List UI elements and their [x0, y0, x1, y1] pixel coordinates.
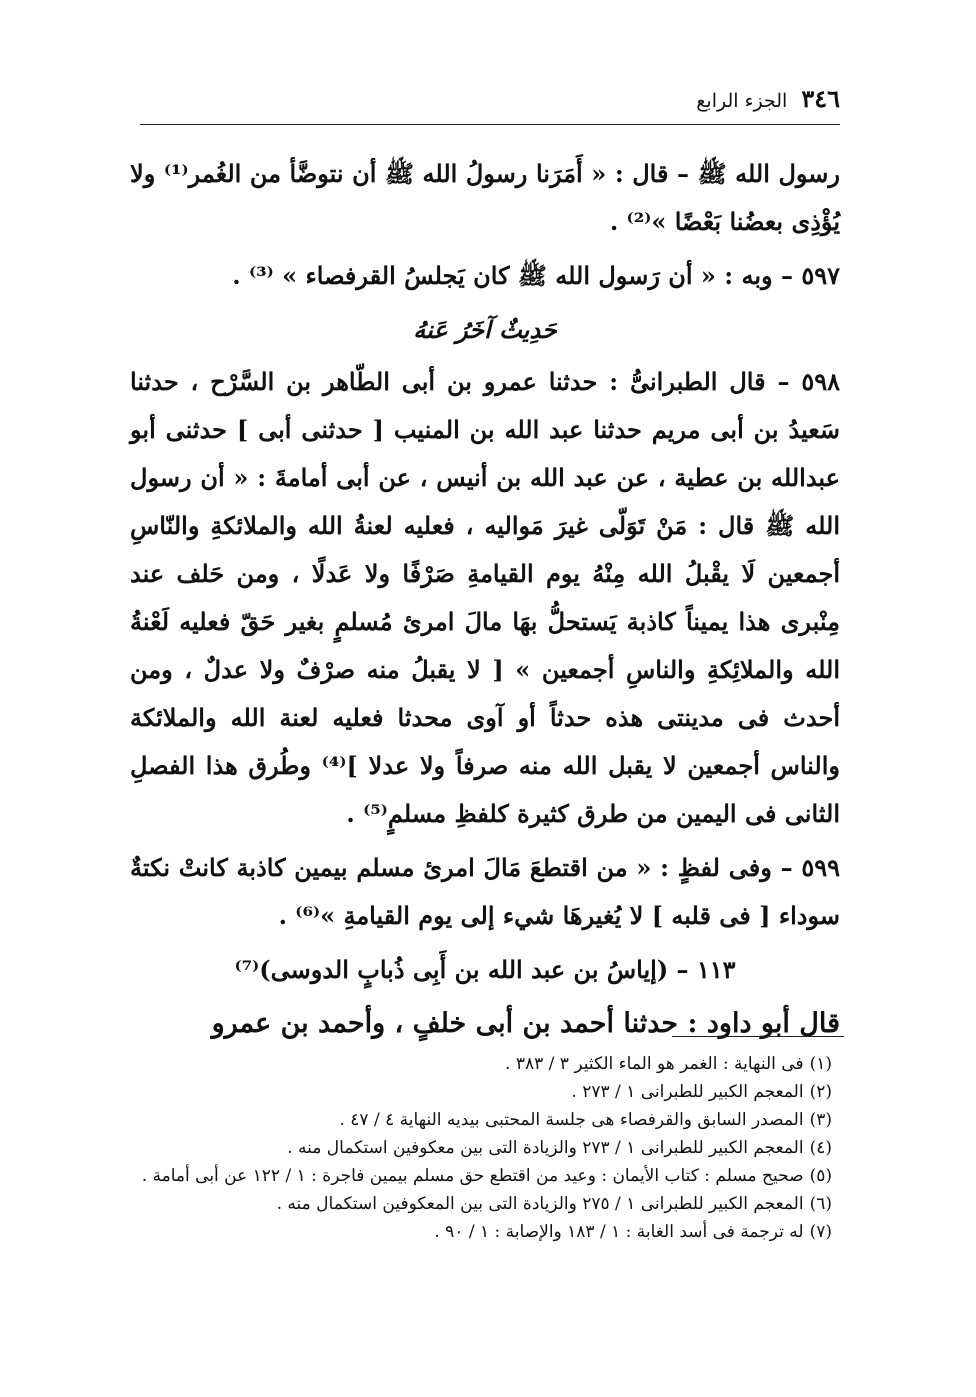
footnote	[132, 1078, 832, 1106]
footnote	[132, 1218, 832, 1246]
footnote-number: (٢)	[809, 1082, 832, 1102]
biography-heading: ١١٣ – (إياسُ بن عبد الله بن أَبِى ذُبابٍ الدوسى)⁽⁷⁾	[234, 955, 736, 984]
footnote-rule	[672, 1036, 844, 1037]
main-text-block	[130, 150, 840, 1054]
footnote	[132, 1050, 832, 1078]
footnote-text: المعجم الكبير للطبرانى ١ / ٢٧٥ والزيادة التى بين المعكوفين استكمال منه .	[276, 1194, 804, 1214]
footnote	[132, 1162, 832, 1190]
hadith-598: ٥٩٨ – قال الطبرانىُّ : حدثنا عمرو بن أبى الطّاهر بن السَّرْح ، حدثنا سَعيدُ بن أبى مريم حدثنا عبد الله بن المنيب [ حدثنى أبى ] حدثنى أبو عبدالله بن عطية ، عن عبد الله بن أنيس ، عن أبى أمامةَ : « أن رسول الله ﷺ قال : مَنْ تَوَلّى غيرَ مَواليه ، فعليه لعنةُ الله والملائكةِ والنّاسِ أجمعين لَا يقْبلُ الله مِنْهُ يوم القيامةِ صَرْفًا ولا عَدلًا ، ومن حَلف عند مِنْبرى هذا يميناً كاذبة يَستحلُّ بهَا مالَ امرئ مُسلمٍ بغير حَقّ فعليه لَعْنةُ الله والملائِكةِ والناسِ أجمعين » [ لا يقبلُ منه صرْفٌ ولا عدلٌ ، ومن أحدث فى مدينتى هذه حدثاً أو آوى محدثا فعليه لعنة الله والملائكة والناس أجمعين لا يقبل الله منه صرفاً ولا عدلا ]⁽⁴⁾ وطُرق هذا الفصلِ الثانى فى اليمين من طرق كثيرة كلفظِ مسلمٍ⁽⁵⁾ .	[130, 367, 840, 828]
book-part-title: الجزء الرابع	[696, 90, 788, 112]
page-number: ٣٤٦	[801, 84, 840, 113]
footnote-text: صحيح مسلم : كتاب الأيمان : وعيد من اقتطع حق مسلم بيمين فاجرة : ١ / ١٢٢ عن أبى أمامة .	[141, 1166, 804, 1186]
footnote	[132, 1190, 832, 1218]
section-heading: حَدِيثٌ آخَرُ عَنهُ	[413, 315, 557, 344]
biography-opening-line: قال أبو داود : حدثنا أحمد بن أبى خلفٍ ، وأحمد بن عمرو	[211, 1008, 840, 1039]
hadith-599: ٥٩٩ – وفى لفظٍ : « من اقتطعَ مَالَ امرئ مسلم بيمين كاذبة كانتْ نكتةٌ سوداء [ فى قلبه ] لا يُغيرهَا شيء إلى يوم القيامةِ »⁽⁶⁾ .	[130, 853, 840, 930]
footnote-number: (٣)	[809, 1110, 832, 1130]
footnote	[132, 1106, 832, 1134]
footnote-number: (٧)	[809, 1222, 832, 1242]
running-header	[140, 84, 840, 124]
paragraph-continuation: رسول الله ﷺ – قال : « أَمَرَنا رسولُ الله ﷺ أن نتوضَّأ من الغُمر⁽¹⁾ ولا يُؤْذِى بعضُنا بَعْضًا »⁽²⁾ .	[130, 159, 840, 236]
footnote-text: المعجم الكبير للطبرانى ١ / ٢٧٣ .	[571, 1082, 804, 1102]
footnote-number: (١)	[809, 1054, 832, 1074]
footnote	[132, 1134, 832, 1162]
footnote-number: (٥)	[809, 1166, 832, 1186]
footnote-text: المصدر السابق والقرفصاء هى جلسة المحتبى بيديه النهاية ٤ / ٤٧ .	[339, 1110, 804, 1130]
header-rule	[140, 124, 840, 125]
footnote-text: له ترجمة فى أسد الغابة : ١ / ١٨٣ والإصابة : ١ / ٩٠ .	[434, 1222, 804, 1242]
footnote-text: فى النهاية : الغمر هو الماء الكثير ٣ / ٣٨٣ .	[505, 1054, 804, 1074]
hadith-597: ٥٩٧ – وبه : « أن رَسول الله ﷺ كان يَجلسُ القرفصاء » ⁽³⁾ .	[232, 261, 840, 290]
footnote-number: (٦)	[809, 1194, 832, 1214]
footnote-text: المعجم الكبير للطبرانى ١ / ٢٧٣ والزيادة التى بين معكوفين استكمال منه .	[287, 1138, 804, 1158]
footnotes-block	[132, 1050, 832, 1246]
footnote-number: (٤)	[809, 1138, 832, 1158]
